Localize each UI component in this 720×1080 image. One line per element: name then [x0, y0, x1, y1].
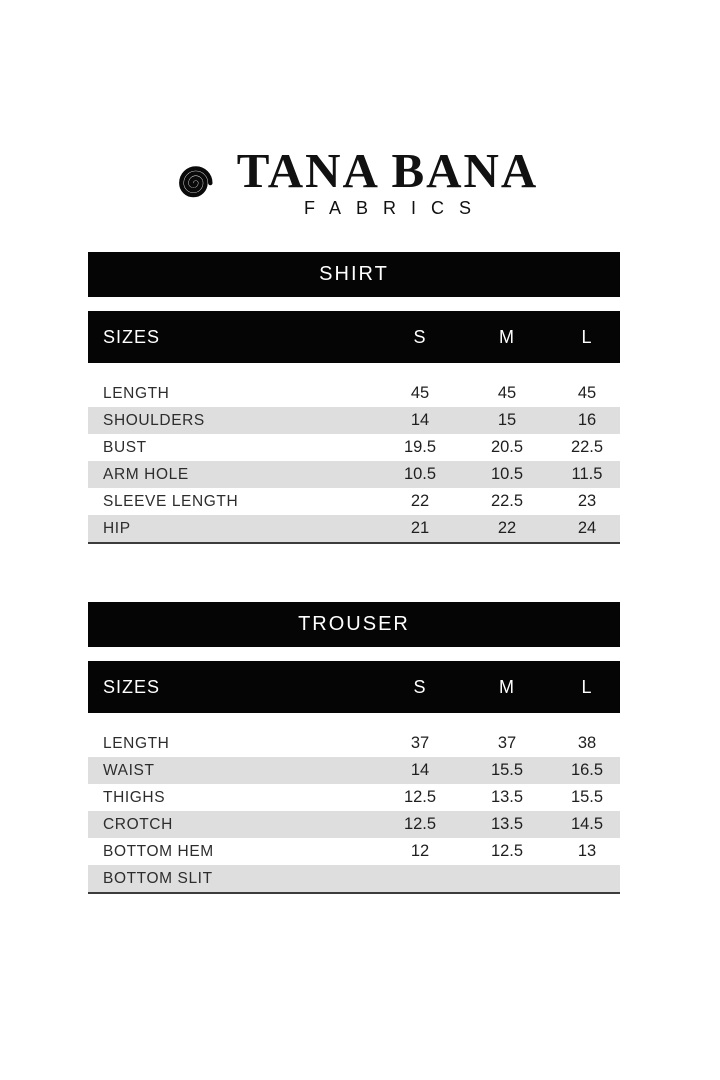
row-value-s: 22 — [410, 492, 430, 510]
size-column-s: S — [413, 326, 427, 347]
table-row — [88, 811, 620, 838]
row-value-l: 24 — [577, 519, 597, 537]
row-value-l: 45 — [577, 384, 597, 402]
row-value-l: 13 — [577, 842, 597, 860]
table-row — [88, 865, 620, 892]
row-value-s: 14 — [410, 411, 430, 429]
table-row — [88, 730, 620, 757]
table-title-bar — [88, 252, 620, 297]
row-label: BOTTOM SLIT — [103, 869, 213, 887]
row-label: SLEEVE LENGTH — [103, 492, 239, 510]
row-value-l: 16.5 — [570, 761, 604, 779]
row-label: THIGHS — [103, 788, 166, 806]
size-column-m: M — [499, 326, 515, 347]
brand-header — [0, 0, 720, 219]
sizes-header-row — [88, 311, 620, 363]
sizes-header-row — [88, 661, 620, 713]
size-column-l: L — [581, 676, 593, 697]
sizes-label: SIZES — [103, 676, 161, 697]
row-label: WAIST — [103, 761, 155, 779]
row-value-s: 12.5 — [403, 788, 437, 806]
table-row — [88, 461, 620, 488]
size-table — [88, 252, 620, 544]
table-row — [88, 434, 620, 461]
row-label: SHOULDERS — [103, 411, 205, 429]
row-value-s: 37 — [410, 734, 430, 752]
row-value-m: 10.5 — [490, 465, 524, 483]
table-row — [88, 515, 620, 542]
row-value-l: 11.5 — [571, 465, 603, 483]
spiral-logo-icon — [166, 154, 224, 212]
row-value-s: 21 — [410, 519, 430, 537]
brand-name: TANA BANA — [236, 143, 539, 198]
row-value-s: 10.5 — [403, 465, 437, 483]
row-value-m: 22.5 — [490, 492, 524, 510]
row-value-m: 45 — [497, 384, 517, 402]
row-value-m: 12.5 — [490, 842, 524, 860]
table-body — [88, 380, 620, 544]
table-row — [88, 757, 620, 784]
sizes-label: SIZES — [103, 326, 161, 347]
row-value-m: 20.5 — [490, 438, 524, 456]
row-value-l: 22.5 — [570, 438, 604, 456]
row-value-l: 23 — [577, 492, 597, 510]
table-row — [88, 488, 620, 515]
row-value-l: 14.5 — [570, 815, 604, 833]
row-label: BOTTOM HEM — [103, 842, 214, 860]
row-value-l: 15.5 — [570, 788, 604, 806]
row-value-m: 13.5 — [490, 788, 524, 806]
brand-text — [236, 143, 539, 219]
table-row — [88, 838, 620, 865]
row-label: CROTCH — [103, 815, 173, 833]
row-label: ARM HOLE — [103, 465, 189, 483]
table-row — [88, 380, 620, 407]
table-title: TROUSER — [298, 613, 410, 635]
row-label: BUST — [103, 438, 147, 456]
row-value-s: 12.5 — [403, 815, 437, 833]
row-value-s: 19.5 — [403, 438, 437, 456]
tables — [88, 252, 620, 894]
row-value-m: 37 — [497, 734, 517, 752]
row-label: HIP — [103, 519, 131, 537]
size-column-l: L — [581, 326, 593, 347]
row-value-m: 13.5 — [490, 815, 524, 833]
table-title-bar — [88, 602, 620, 647]
size-column-m: M — [499, 676, 515, 697]
size-column-s: S — [413, 676, 427, 697]
brand-subtitle: FABRICS — [303, 198, 487, 218]
table-row — [88, 407, 620, 434]
row-value-m: 15.5 — [490, 761, 524, 779]
row-value-m: 22 — [497, 519, 517, 537]
table-title: SHIRT — [319, 263, 389, 285]
row-label: LENGTH — [103, 734, 170, 752]
row-value-l: 16 — [577, 411, 597, 429]
row-label: LENGTH — [103, 384, 170, 402]
row-value-m: 15 — [497, 411, 517, 429]
row-value-s: 45 — [410, 384, 430, 402]
table-row — [88, 784, 620, 811]
row-value-s: 12 — [410, 842, 430, 860]
table-body — [88, 730, 620, 894]
row-value-l: 38 — [577, 734, 597, 752]
row-value-s: 14 — [410, 761, 430, 779]
size-table — [88, 602, 620, 894]
